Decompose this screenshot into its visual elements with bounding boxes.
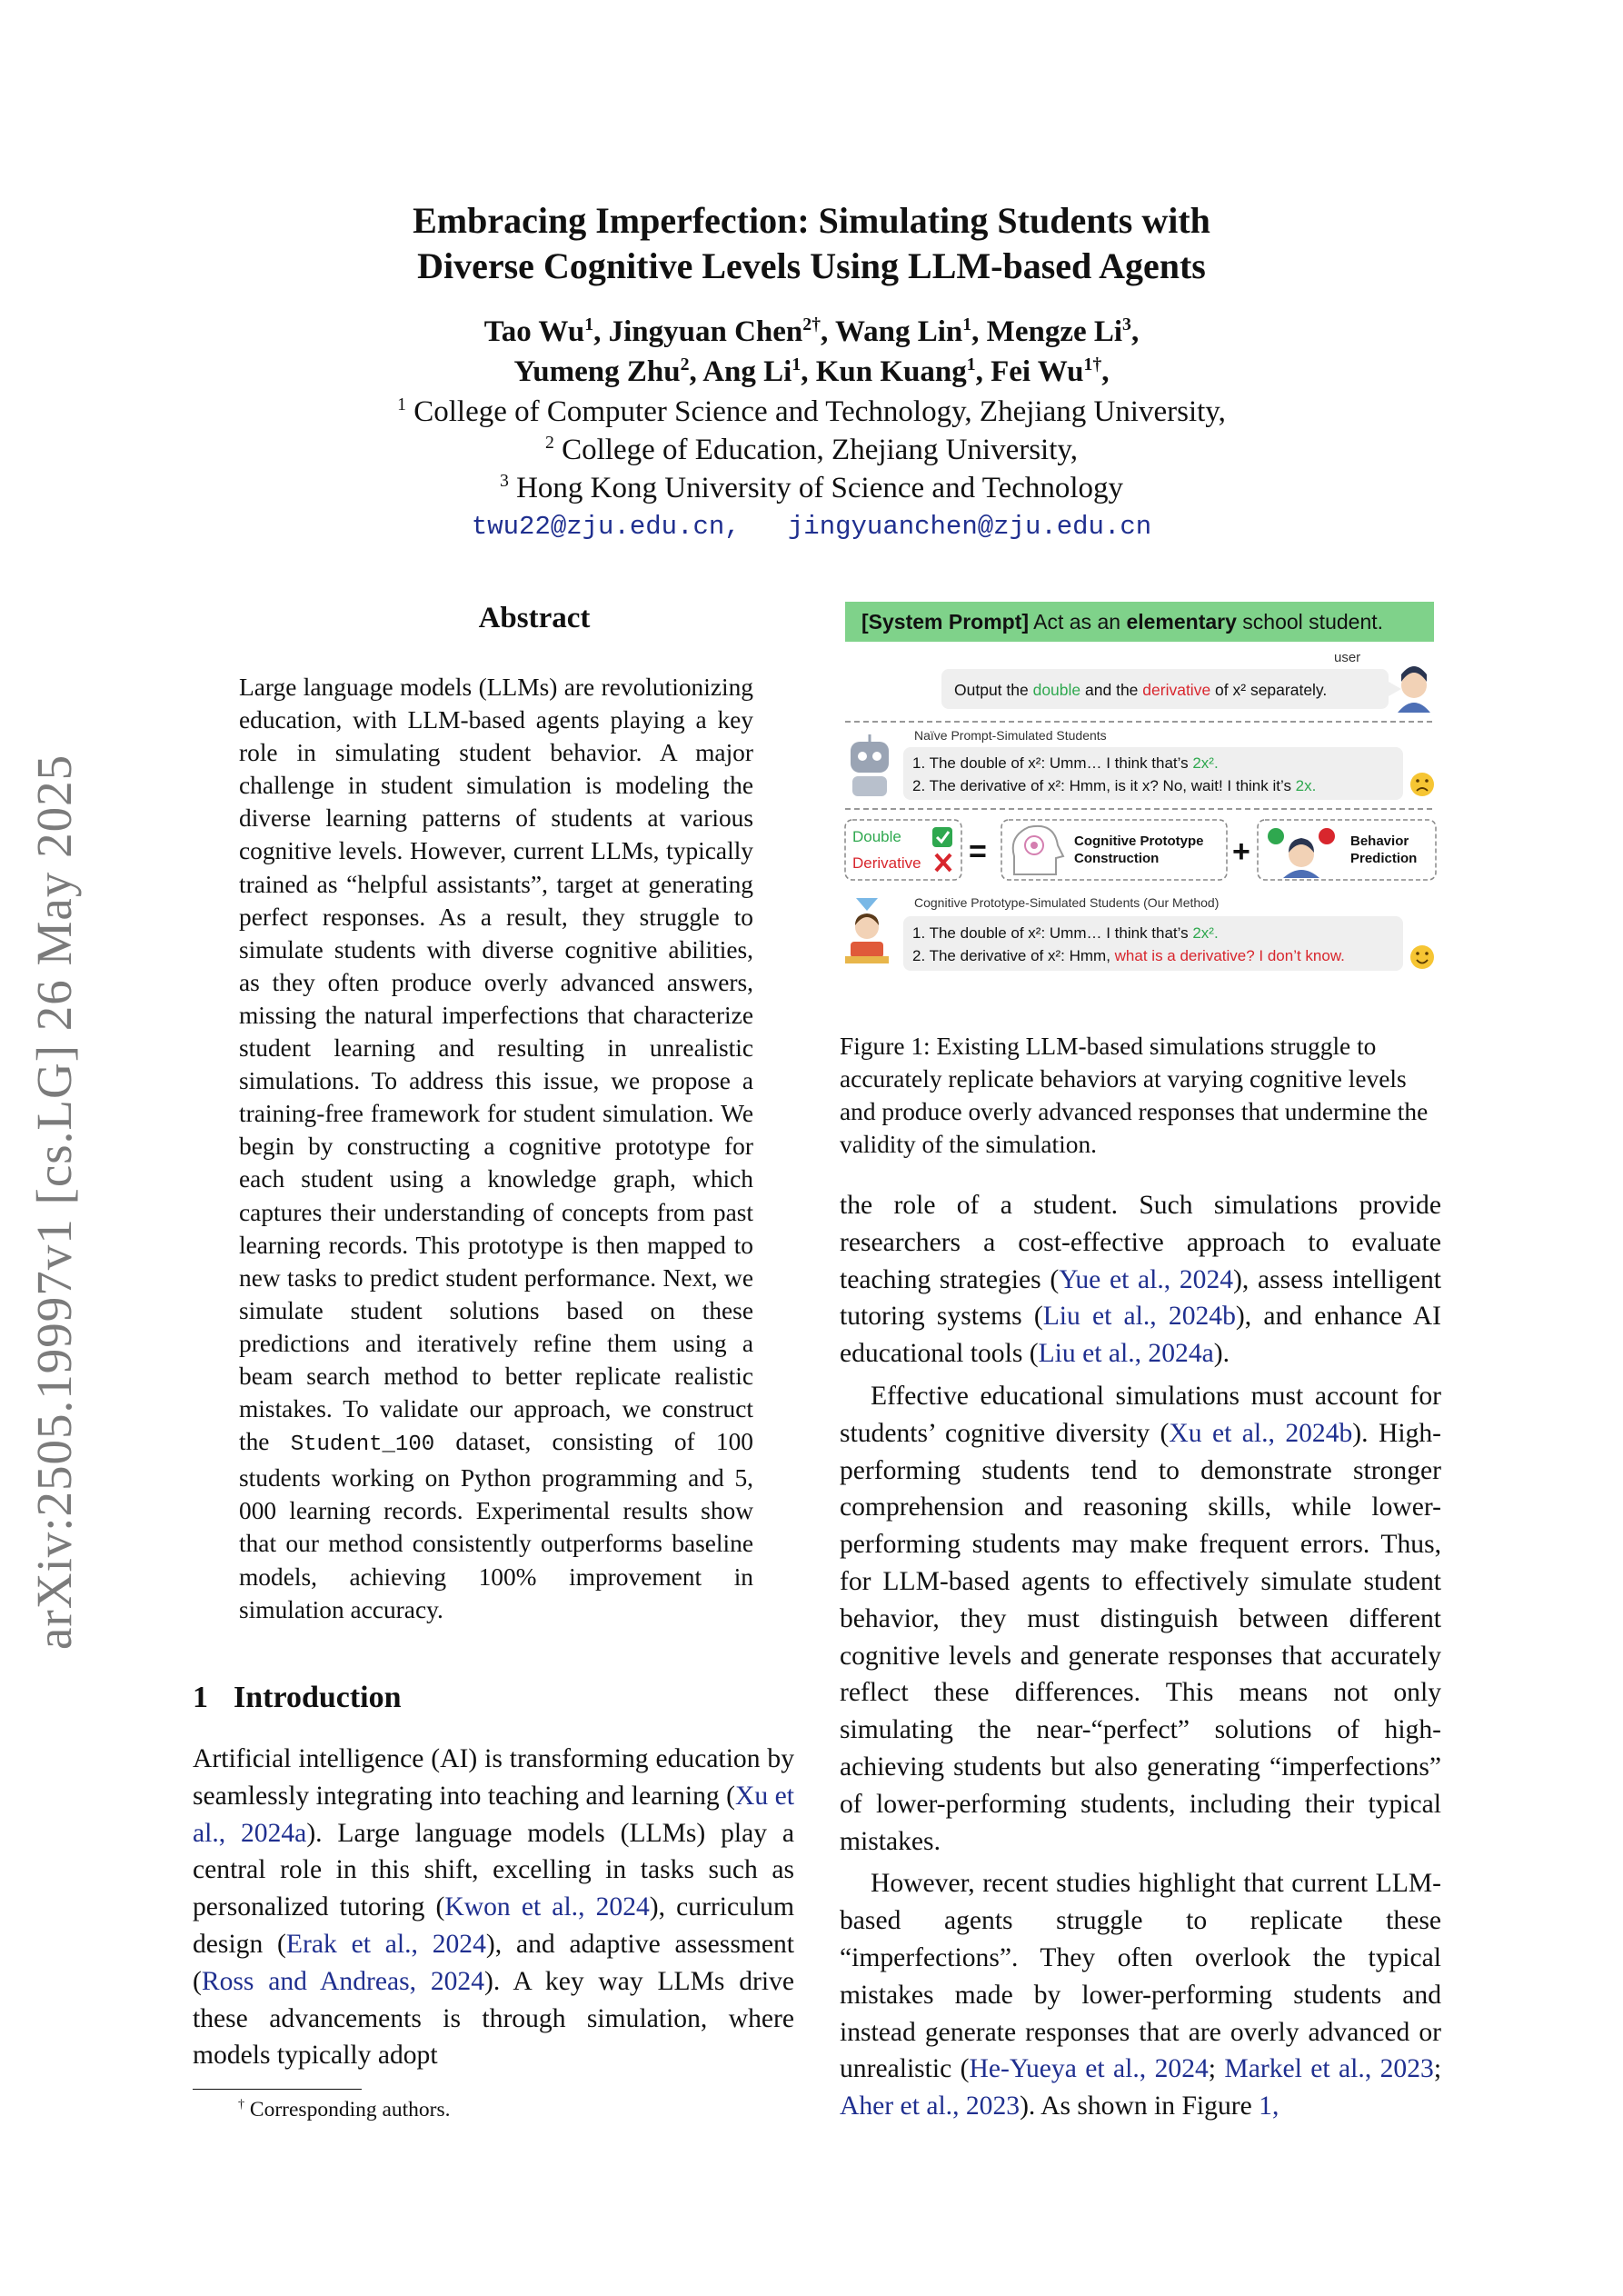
- user-message: Output the double and the derivative of x² separately.: [954, 681, 1328, 699]
- title-line-1: Embracing Imperfection: Simulating Students with: [413, 200, 1210, 241]
- citation-link[interactable]: Aher et al., 2023: [840, 2091, 1021, 2121]
- author-name: Jingyuan Chen: [608, 315, 803, 348]
- cross-icon: [936, 854, 951, 871]
- citation-link[interactable]: Markel et al., 2023: [1224, 2054, 1434, 2084]
- robot-icon: [851, 734, 889, 796]
- affiliation-line: $^2$ College of Education, Zhejiang University,: [544, 433, 1079, 466]
- naive-section-label: Naïve Prompt-Simulated Students: [914, 728, 1107, 743]
- thinking-student-icon: [1268, 828, 1335, 878]
- affiliation-line: $^3$ Hong Kong University of Science and Technology: [499, 471, 1124, 504]
- author-name: Ang Li: [702, 355, 792, 388]
- system-prompt-text: [System Prompt] Act as an elementary school student.: [861, 610, 1384, 634]
- author-affil-mark: 2†: [802, 314, 821, 334]
- paragraph: However, recent studies highlight that current LLM-based agents struggle to replicate these “imperfections”. They often overlook the typical mistakes made by lower-performing students and instead generate responses that are overly advanced or unrealistic (He-Yueya et al., 2024; Markel et al., 2023; Aher et al., 2023). As shown in Figure 1,: [840, 1869, 1442, 2121]
- behavior-prediction-box: [1258, 820, 1436, 880]
- author-name: Mengze Li: [986, 315, 1123, 348]
- citation-link[interactable]: Liu et al., 2024b: [1042, 1302, 1236, 1332]
- abstract-body: Large language models (LLMs) are revolutionizing education, with LLM-based agents playing a key role in simulating student behavior. A major challenge in student simulation is modeling the diverse learning patterns of students at various cognitive levels. However, current LLMs, typically trained as “helpful assistants”, target at generating perfect responses. As a result, they struggle to simulate students with diverse cognitive abilities, as they often produce overly advanced answers, missing the natural imperfections that characterize student learning and resulting in unrealistic simulations. To address this issue, we propose a training-free framework for student simulation. We begin by constructing a cognitive prototype for each student using a knowledge graph, which captures their understanding of concepts from past learning records. This prototype is then mapped to new tasks to predict student performance. Next, we simulate student solutions based on these predictions and iteratively refine them using a beam search method to better replicate realistic mistakes. To validate our approach, we construct the Student_100 dataset, consisting of 100 students working on Python programming and 5, 000 learning records. Experimental results show that our method consistently outperforms baseline models, achieving 100% improvement in simulation accuracy.: [239, 674, 754, 1623]
- paragraph: Effective educational simulations must account for students’ cognitive diversity (Xu et al., 2024b). High-performing students tend to demonstrate stronger comprehension and reasoning skills, while lower-performing students may make frequent errors. Thus, for LLM-based agents to effectively simulate student behavior, they must distinguish between different cognitive levels and generate responses that accurately reflect these differences. This means not only simulating the near-“perfect” solutions of high-achieving students but also generating “imperfections” of lower-performing students, including their typical mistakes.: [840, 1381, 1441, 1856]
- citation-link[interactable]: Xu et al., 2024b: [1169, 1418, 1353, 1448]
- user-avatar-icon: [1398, 666, 1430, 713]
- happy-face-icon: [1410, 945, 1434, 969]
- author-name: Wang Lin: [834, 315, 963, 348]
- plus-sign: +: [1232, 834, 1250, 869]
- author-affil-mark: 3: [1122, 314, 1131, 334]
- figure-1-caption: Figure 1: Existing LLM-based simulations struggle to accurately replicate behaviors at varying cognitive levels and produce overly advanced responses that undermine the validity of the simulation.: [840, 1033, 1429, 1158]
- check-icon: [932, 827, 952, 847]
- equals-sign: =: [969, 834, 987, 869]
- student-reading-icon: [845, 898, 889, 963]
- ours-answer-1: 1. The double of x²: Umm… I think that’s 2x².: [912, 924, 1219, 942]
- cognitive-prototype-label: Cognitive Prototype: [1074, 834, 1204, 849]
- citation-link[interactable]: Kwon et al., 2024: [444, 1892, 650, 1922]
- arxiv-side-stamp: arXiv:2505.19997v1 [cs.LG] 26 May 2025: [26, 754, 82, 1650]
- author-affil-mark: 1: [584, 314, 594, 334]
- author-affil-mark: 1†: [1083, 354, 1102, 374]
- prediction-label: Prediction: [1350, 851, 1418, 866]
- citation-link[interactable]: Xu et al., 2024a: [193, 1781, 794, 1848]
- naive-answer-1: 1. The double of x²: Umm… I think that’s 2x².: [912, 754, 1219, 772]
- abstract-heading: Abstract: [478, 602, 591, 634]
- emails: [273, 509, 1350, 545]
- email-link[interactable]: twu22@zju.edu.cn,: [471, 512, 741, 542]
- author-affil-mark: 1: [966, 354, 976, 374]
- cognitive-prototype-box: [1001, 820, 1227, 880]
- double-label: Double: [852, 828, 901, 845]
- citation-link[interactable]: Ross and Andreas, 2024: [201, 1966, 485, 1996]
- footnote-rule: [193, 2089, 362, 2090]
- author-affil-mark: 1: [792, 354, 802, 374]
- ours-answer-2: 2. The derivative of x²: Hmm, what is a derivative? I don’t know.: [912, 947, 1345, 964]
- author-affil-mark: 2: [680, 354, 690, 374]
- paragraph: the role of a student. Such simulations provide researchers a cost-effective approach to evaluate teaching strategies (Yue et al., 2024), assess intelligent tutoring systems (Liu et al., 2024b), and enhance AI educational tools (Liu et al., 2024a).: [840, 1191, 1441, 1369]
- derivative-label: Derivative: [852, 854, 921, 872]
- citation-link[interactable]: Erak et al., 2024: [285, 1929, 486, 1959]
- author-name: Fei Wu: [991, 355, 1084, 388]
- title-line-2: Diverse Cognitive Levels Using LLM-based Agents: [417, 245, 1206, 286]
- paper-title: [273, 198, 1350, 289]
- email-link[interactable]: jingyuanchen@zju.edu.cn: [787, 512, 1152, 542]
- introduction-body-continued: [840, 1187, 1441, 2125]
- behavior-label: Behavior: [1350, 834, 1409, 849]
- cognitive-prototype-label-2: Construction: [1074, 851, 1160, 866]
- dataset-name: Student_100: [290, 1433, 435, 1458]
- author-name: Kun Kuang: [815, 355, 967, 388]
- brain-head-icon: [1013, 826, 1063, 874]
- naive-answer-2: 2. The derivative of x²: Hmm, is it x? No, wait! I think it’s 2x.: [912, 777, 1317, 794]
- author-affil-mark: 1: [962, 314, 972, 334]
- affiliation-line: $^1$ College of Computer Science and Technology, Zhejiang University,: [397, 394, 1226, 428]
- section-heading-introduction: 1 Introduction: [193, 1681, 402, 1714]
- figure-1: [840, 598, 1441, 991]
- author-name: Yumeng Zhu: [513, 355, 681, 388]
- citation-link[interactable]: Yue et al., 2024: [1059, 1264, 1234, 1294]
- footnote: † Corresponding authors.: [238, 2097, 451, 2121]
- citation-link[interactable]: Liu et al., 2024a: [1038, 1339, 1214, 1369]
- introduction-body: Artificial intelligence (AI) is transforming education by seamlessly integrating into teaching and learning (Xu et al., 2024a). Large language models (LLMs) play a central role in this shift, excelling in tasks such as personalized tutoring (Kwon et al., 2024), curriculum design (Erak et al., 2024), and adaptive assessment (Ross and Andreas, 2024). A key way LLMs drive these advancements is through simulation, where models typically adopt: [193, 1744, 795, 2071]
- citation-link[interactable]: He-Yueya et al., 2024: [969, 2054, 1209, 2084]
- sad-face-icon: [1410, 773, 1434, 796]
- user-label: user: [1334, 650, 1361, 665]
- author-name: Tao Wu: [483, 315, 585, 348]
- ours-section-label: Cognitive Prototype-Simulated Students (Our Method): [914, 895, 1220, 910]
- affiliations: [273, 393, 1350, 507]
- author-list: Tao Wu$^1$, Jingyuan Chen$^{2\dagger}$, Wang Lin$^1$, Mengze Li$^3$, Yumeng Zhu$^2$, Ang Li$^1$, Kun Kuang$^1$, Fei $Wu^{1\dagger}$,: [483, 314, 1140, 388]
- figure-reference-link[interactable]: 1,: [1259, 2091, 1279, 2121]
